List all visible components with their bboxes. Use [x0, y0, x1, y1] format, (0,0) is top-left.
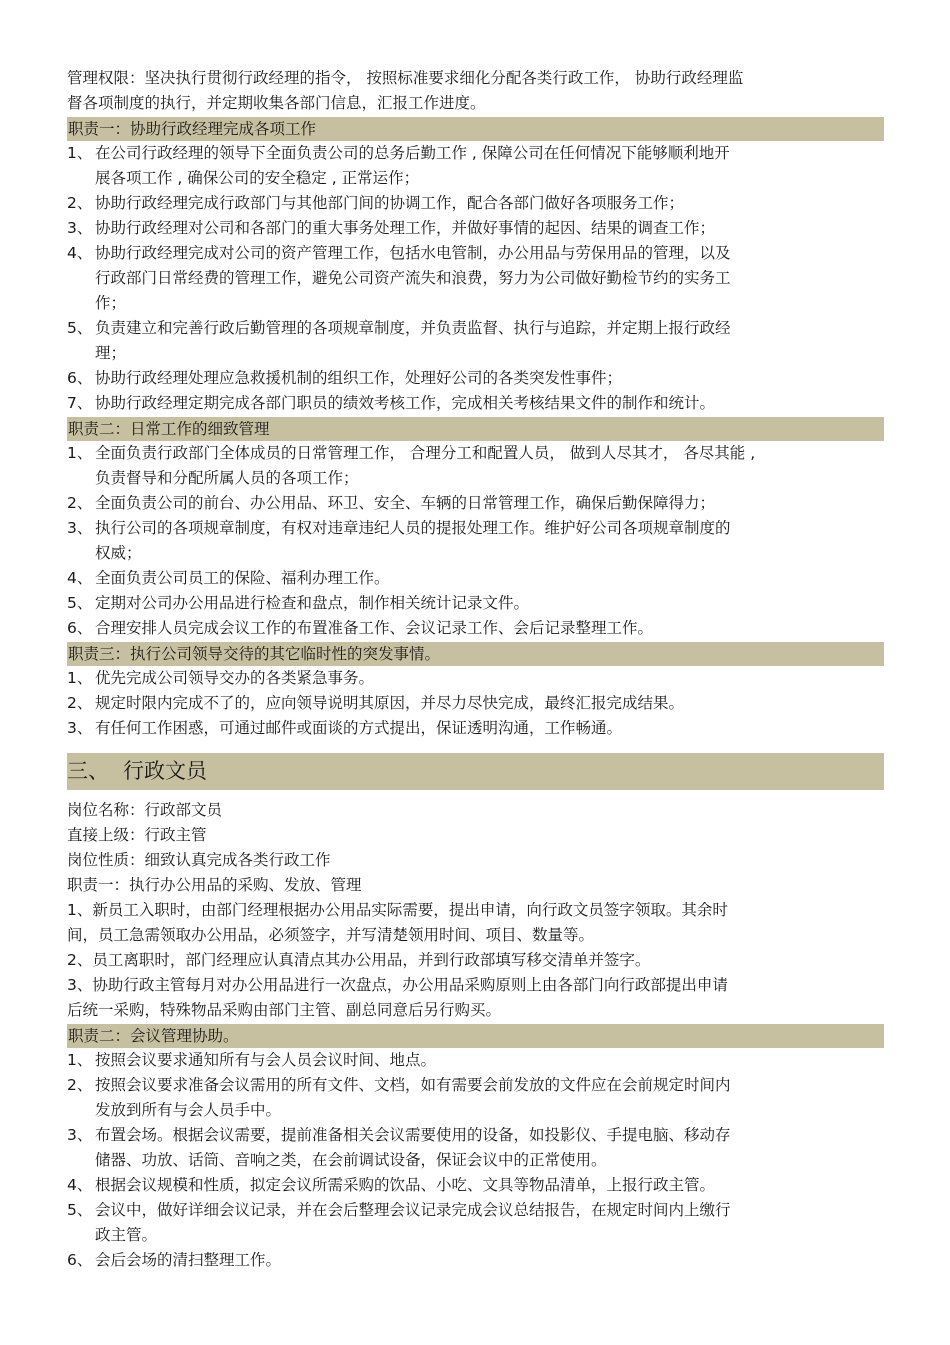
list-item: 3、 布置会场。根据会议需要，提前准备相关会议需要使用的设备，如投影仪、手提电脑、移动存 储器、功放、话筒、音响之类，在会前调试设备，保证会议中的正常使用。	[67, 1126, 731, 1169]
list-item: 2、 按照会议要求准备会议需用的所有文件、文档，如有需要会前发放的文件应在会前规定时间内 发放到所有与会人员手中。	[67, 1076, 731, 1119]
list-item: 2、 规定时限内完成不了的，应向领导说明其原因，并尽力尽快完成，最终汇报完成结果。	[67, 694, 685, 712]
list-item: 1、 在公司行政经理的领导下全面负责公司的总务后勤工作 , 保障公司在任何情况下能够顺利地开 展各项工作 , 确保公司的安全稳定 , 正常运作；	[67, 144, 730, 187]
info-line: 岗位名称：行政部文员	[67, 801, 223, 819]
clerk-duty1-paragraphs	[67, 898, 884, 1023]
list-item: 1、 按照会议要求通知所有与会人员会议时间、地点。	[67, 1051, 437, 1069]
list-item: 4、 根据会议规模和性质，拟定会议所需采购的饮品、小吃、文具等物品清单，上报行政主管。	[67, 1176, 716, 1194]
paragraph-line: 间，员工急需领取办公用品，必须签字，并写清楚领用时间、项目、数量等。	[67, 926, 595, 944]
list-item: 3、 协助行政经理对公司和各部门的重大事务处理工作，并做好事情的起因、结果的调查工作；	[67, 219, 716, 237]
duty-heading-1: 职责一：协助行政经理完成各项工作	[67, 117, 884, 141]
list-item: 1、 优先完成公司领导交办的各类紧急事务。	[67, 669, 375, 687]
duty3-list	[67, 666, 884, 741]
list-item: 4、 协助行政经理完成对公司的资产管理工作，包括水电管制，办公用品与劳保用品的管理，以及 行政部门日常经费的管理工作，避免公司资产流失和浪费，努力为公司做好勤检节约的实务工 作；	[67, 244, 731, 312]
duty-heading-2: 职责二：日常工作的细致管理	[67, 417, 884, 441]
list-item: 5、 定期对公司办公用品进行检查和盘点，制作相关统计记录文件。	[67, 594, 530, 612]
section-number: 三、	[67, 759, 109, 783]
clerk-duty-heading-2: 职责二：会议管理协助。	[67, 1024, 884, 1048]
document-page	[67, 66, 884, 1273]
paragraph-line: 2、员工离职时，部门经理应认真清点其办公用品，并到行政部填写移交清单并签字。	[67, 951, 651, 969]
section-heading	[67, 753, 884, 790]
duty2-list	[67, 441, 884, 641]
position-info	[67, 798, 884, 898]
duty1-list	[67, 141, 884, 416]
list-item: 4、 全面负责公司员工的保险、福利办理工作。	[67, 569, 390, 587]
paragraph-line: 1、新员工入职时，由部门经理根据办公用品实际需要，提出申请，向行政文员签字领取。其余时	[67, 901, 728, 919]
intro-line: 督各项制度的执行，并定期收集各部门信息，汇报工作进度。	[67, 94, 486, 112]
info-line: 职责一：执行办公用品的采购、发放、管理	[67, 876, 362, 894]
list-item: 1、 全面负责行政部门全体成员的日常管理工作， 合理分工和配置人员， 做到人尽其才， 各尽其能 , 负责督导和分配所属人员的各项工作；	[67, 444, 756, 487]
list-item: 5、 负责建立和完善行政后勤管理的各项规章制度，并负责监督、执行与追踪，并定期上报行政经 理；	[67, 319, 731, 362]
list-item: 5、 会议中，做好详细会议记录，并在会后整理会议记录完成会议总结报告，在规定时间内上缴行 政主管。	[67, 1201, 731, 1244]
list-item: 3、 执行公司的各项规章制度，有权对违章违纪人员的提报处理工作。维护好公司各项规章制度的 权威；	[67, 519, 731, 562]
intro-line: 管理权限：坚决执行贯彻行政经理的指令， 按照标准要求细化分配各类行政工作， 协助行政经理监	[67, 69, 744, 87]
info-line: 直接上级：行政主管	[67, 826, 207, 844]
list-item: 2、 全面负责公司的前台、办公用品、环卫、安全、车辆的日常管理工作，确保后勤保障得力；	[67, 494, 716, 512]
list-item: 6、 协助行政经理处理应急救援机制的组织工作，处理好公司的各类突发性事件；	[67, 369, 623, 387]
paragraph-line: 后统一采购，特殊物品采购由部门主管、副总同意后另行购买。	[67, 1001, 502, 1019]
list-item: 2、 协助行政经理完成行政部门与其他部门间的协调工作，配合各部门做好各项服务工作；	[67, 194, 685, 212]
list-item: 7、 协助行政经理定期完成各部门职员的绩效考核工作，完成相关考核结果文件的制作和统计。	[67, 394, 716, 412]
list-item: 3、 有任何工作困惑，可通过邮件或面谈的方式提出，保证透明沟通，工作畅通。	[67, 719, 623, 737]
duty-heading-3: 职责三：执行公司领导交待的其它临时性的突发事情。	[67, 642, 884, 666]
paragraph-line: 3、协助行政主管每月对办公用品进行一次盘点，办公用品采购原则上由各部门向行政部提出申请	[67, 976, 728, 994]
clerk-duty2-list	[67, 1048, 884, 1273]
info-line: 岗位性质：细致认真完成各类行政工作	[67, 851, 331, 869]
section-title: 行政文员	[123, 759, 207, 783]
list-item: 6、 合理安排人员完成会议工作的布置准备工作、会议记录工作、会后记录整理工作。	[67, 619, 654, 637]
management-authority-paragraph	[67, 66, 884, 116]
list-item: 6、 会后会场的清扫整理工作。	[67, 1251, 282, 1269]
